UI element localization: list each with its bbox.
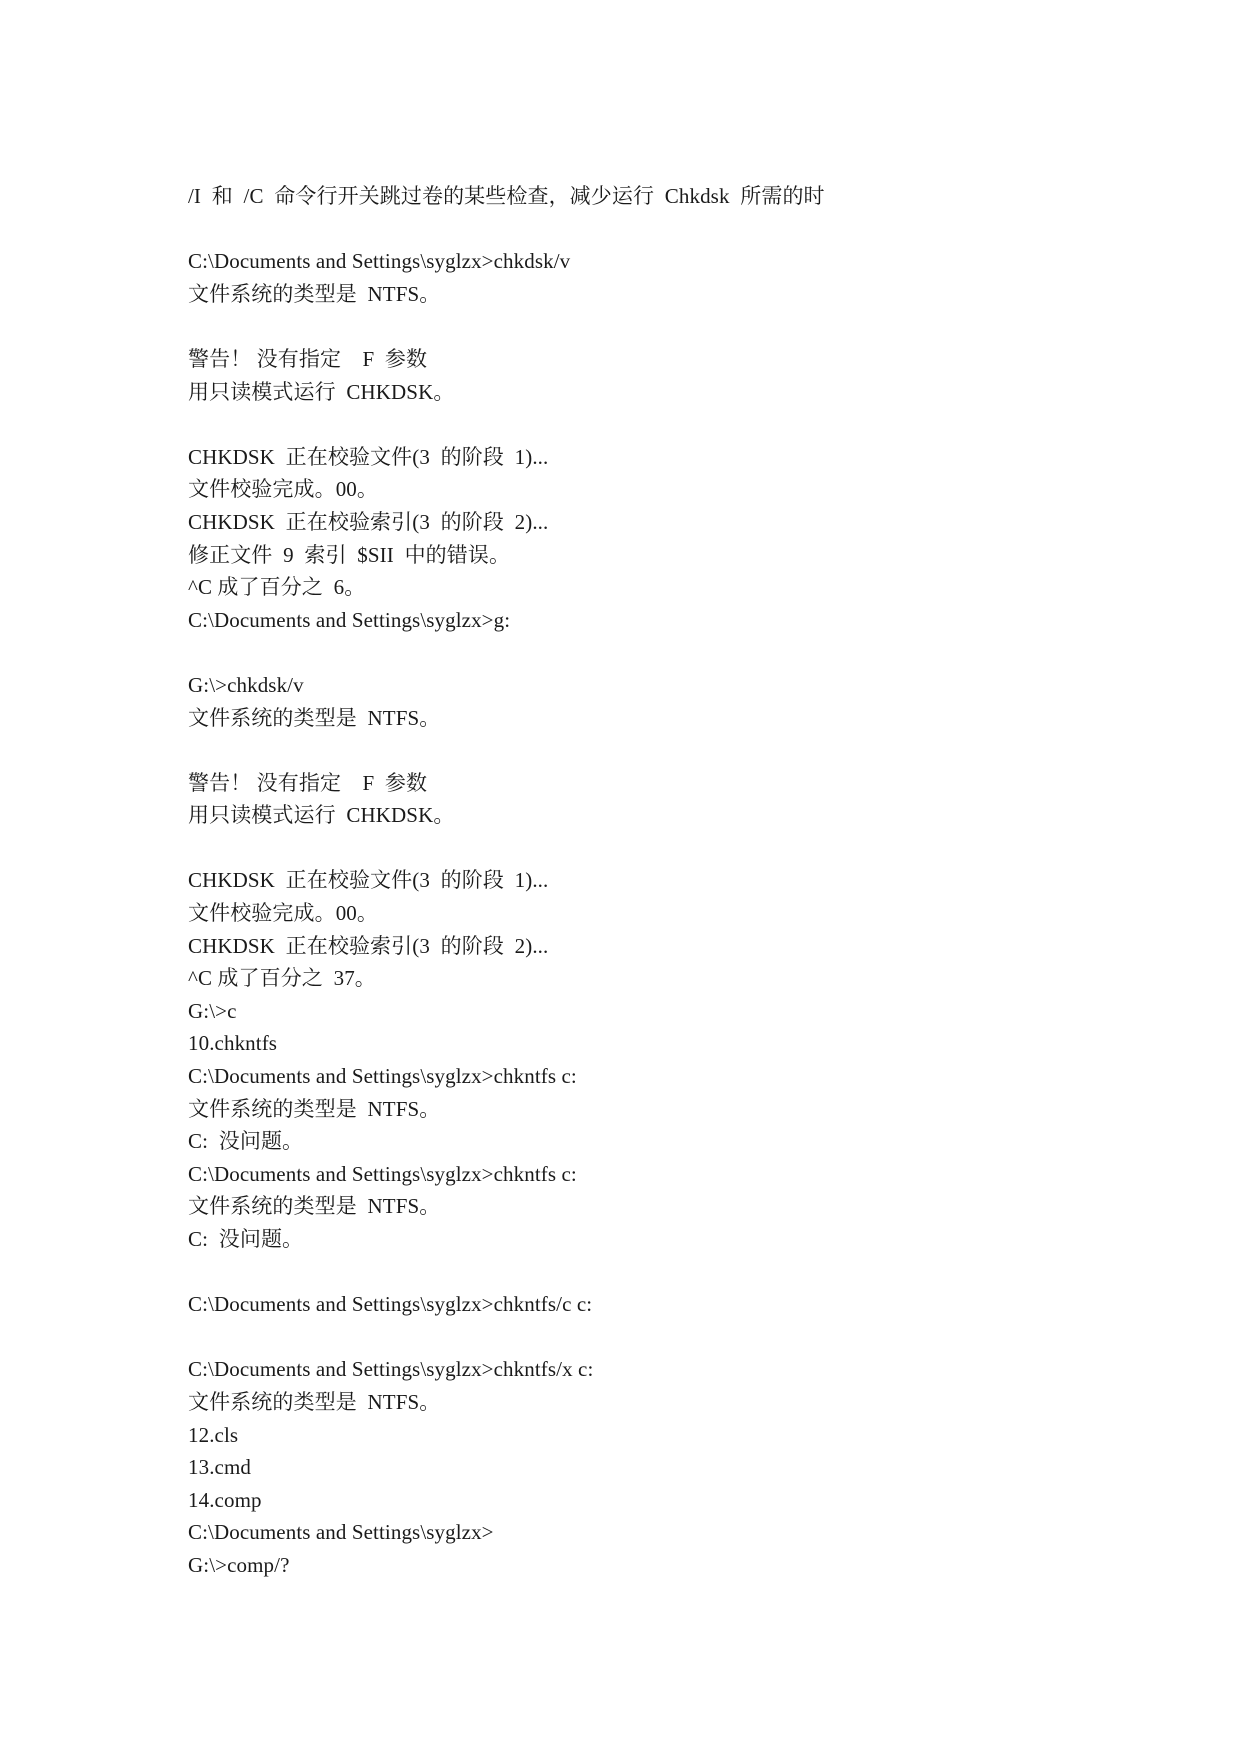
command-line: C:\Documents and Settings\syglzx>g: <box>188 607 511 632</box>
output-line: CHKDSK 正在校验文件(3 的阶段 1)... <box>188 444 549 469</box>
section-heading: 14.comp <box>188 1487 262 1512</box>
blank-line <box>188 636 1168 669</box>
output-line: 文件系统的类型是 NTFS。 <box>188 1194 441 1219</box>
section-heading: 10.chkntfs <box>188 1031 278 1056</box>
command-line: C:\Documents and Settings\syglzx>chkntfs c: <box>188 1161 577 1186</box>
command-line: C:\Documents and Settings\syglzx> <box>188 1520 494 1545</box>
output-line: 修正文件 9 索引 $SII 中的错误。 <box>188 542 511 567</box>
output-line: 文件系统的类型是 NTFS。 <box>188 1096 441 1121</box>
document-body <box>188 180 1168 1582</box>
command-line: C:\Documents and Settings\syglzx>chkntfs/c c: <box>188 1292 593 1317</box>
output-line: 警告！ 没有指定 F 参数 <box>188 770 428 795</box>
output-line: CHKDSK 正在校验文件(3 的阶段 1)... <box>188 868 549 893</box>
output-line: 文件系统的类型是 NTFS。 <box>188 1389 441 1414</box>
blank-line <box>188 213 1168 246</box>
blank-line <box>188 408 1168 441</box>
output-line: 文件校验完成。00。 <box>188 477 378 502</box>
section-heading: 12.cls <box>188 1422 239 1447</box>
text-line: /I 和 /C 命令行开关跳过卷的某些检查，减少运行 Chkdsk 所需的时 <box>188 184 825 208</box>
output-line: CHKDSK 正在校验索引(3 的阶段 2)... <box>188 933 549 958</box>
blank-line <box>188 1256 1168 1289</box>
output-line: ^C 成了百分之 6。 <box>188 575 366 600</box>
output-line: 用只读模式运行 CHKDSK。 <box>188 379 455 404</box>
command-line: G:\>chkdsk/v <box>188 672 304 697</box>
command-line: C:\Documents and Settings\syglzx>chkntfs/x c: <box>188 1357 594 1382</box>
output-line: 文件系统的类型是 NTFS。 <box>188 281 441 306</box>
output-line: CHKDSK 正在校验索引(3 的阶段 2)... <box>188 509 549 534</box>
output-line: C: 没问题。 <box>188 1227 304 1251</box>
output-line: 文件校验完成。00。 <box>188 901 378 926</box>
output-line: 警告！ 没有指定 F 参数 <box>188 346 428 371</box>
output-line: C: 没问题。 <box>188 1129 304 1154</box>
command-line: G:\>comp/? <box>188 1552 290 1577</box>
blank-line <box>188 310 1168 343</box>
blank-line <box>188 734 1168 767</box>
output-line: ^C 成了百分之 37。 <box>188 966 376 991</box>
blank-line <box>188 1321 1168 1354</box>
blank-line <box>188 832 1168 865</box>
command-line: C:\Documents and Settings\syglzx>chkdsk/v <box>188 249 571 274</box>
command-line: G:\>c <box>188 998 237 1023</box>
output-line: 文件系统的类型是 NTFS。 <box>188 705 441 730</box>
command-line: C:\Documents and Settings\syglzx>chkntfs c: <box>188 1064 577 1089</box>
output-line: 用只读模式运行 CHKDSK。 <box>188 803 455 828</box>
section-heading: 13.cmd <box>188 1455 252 1480</box>
